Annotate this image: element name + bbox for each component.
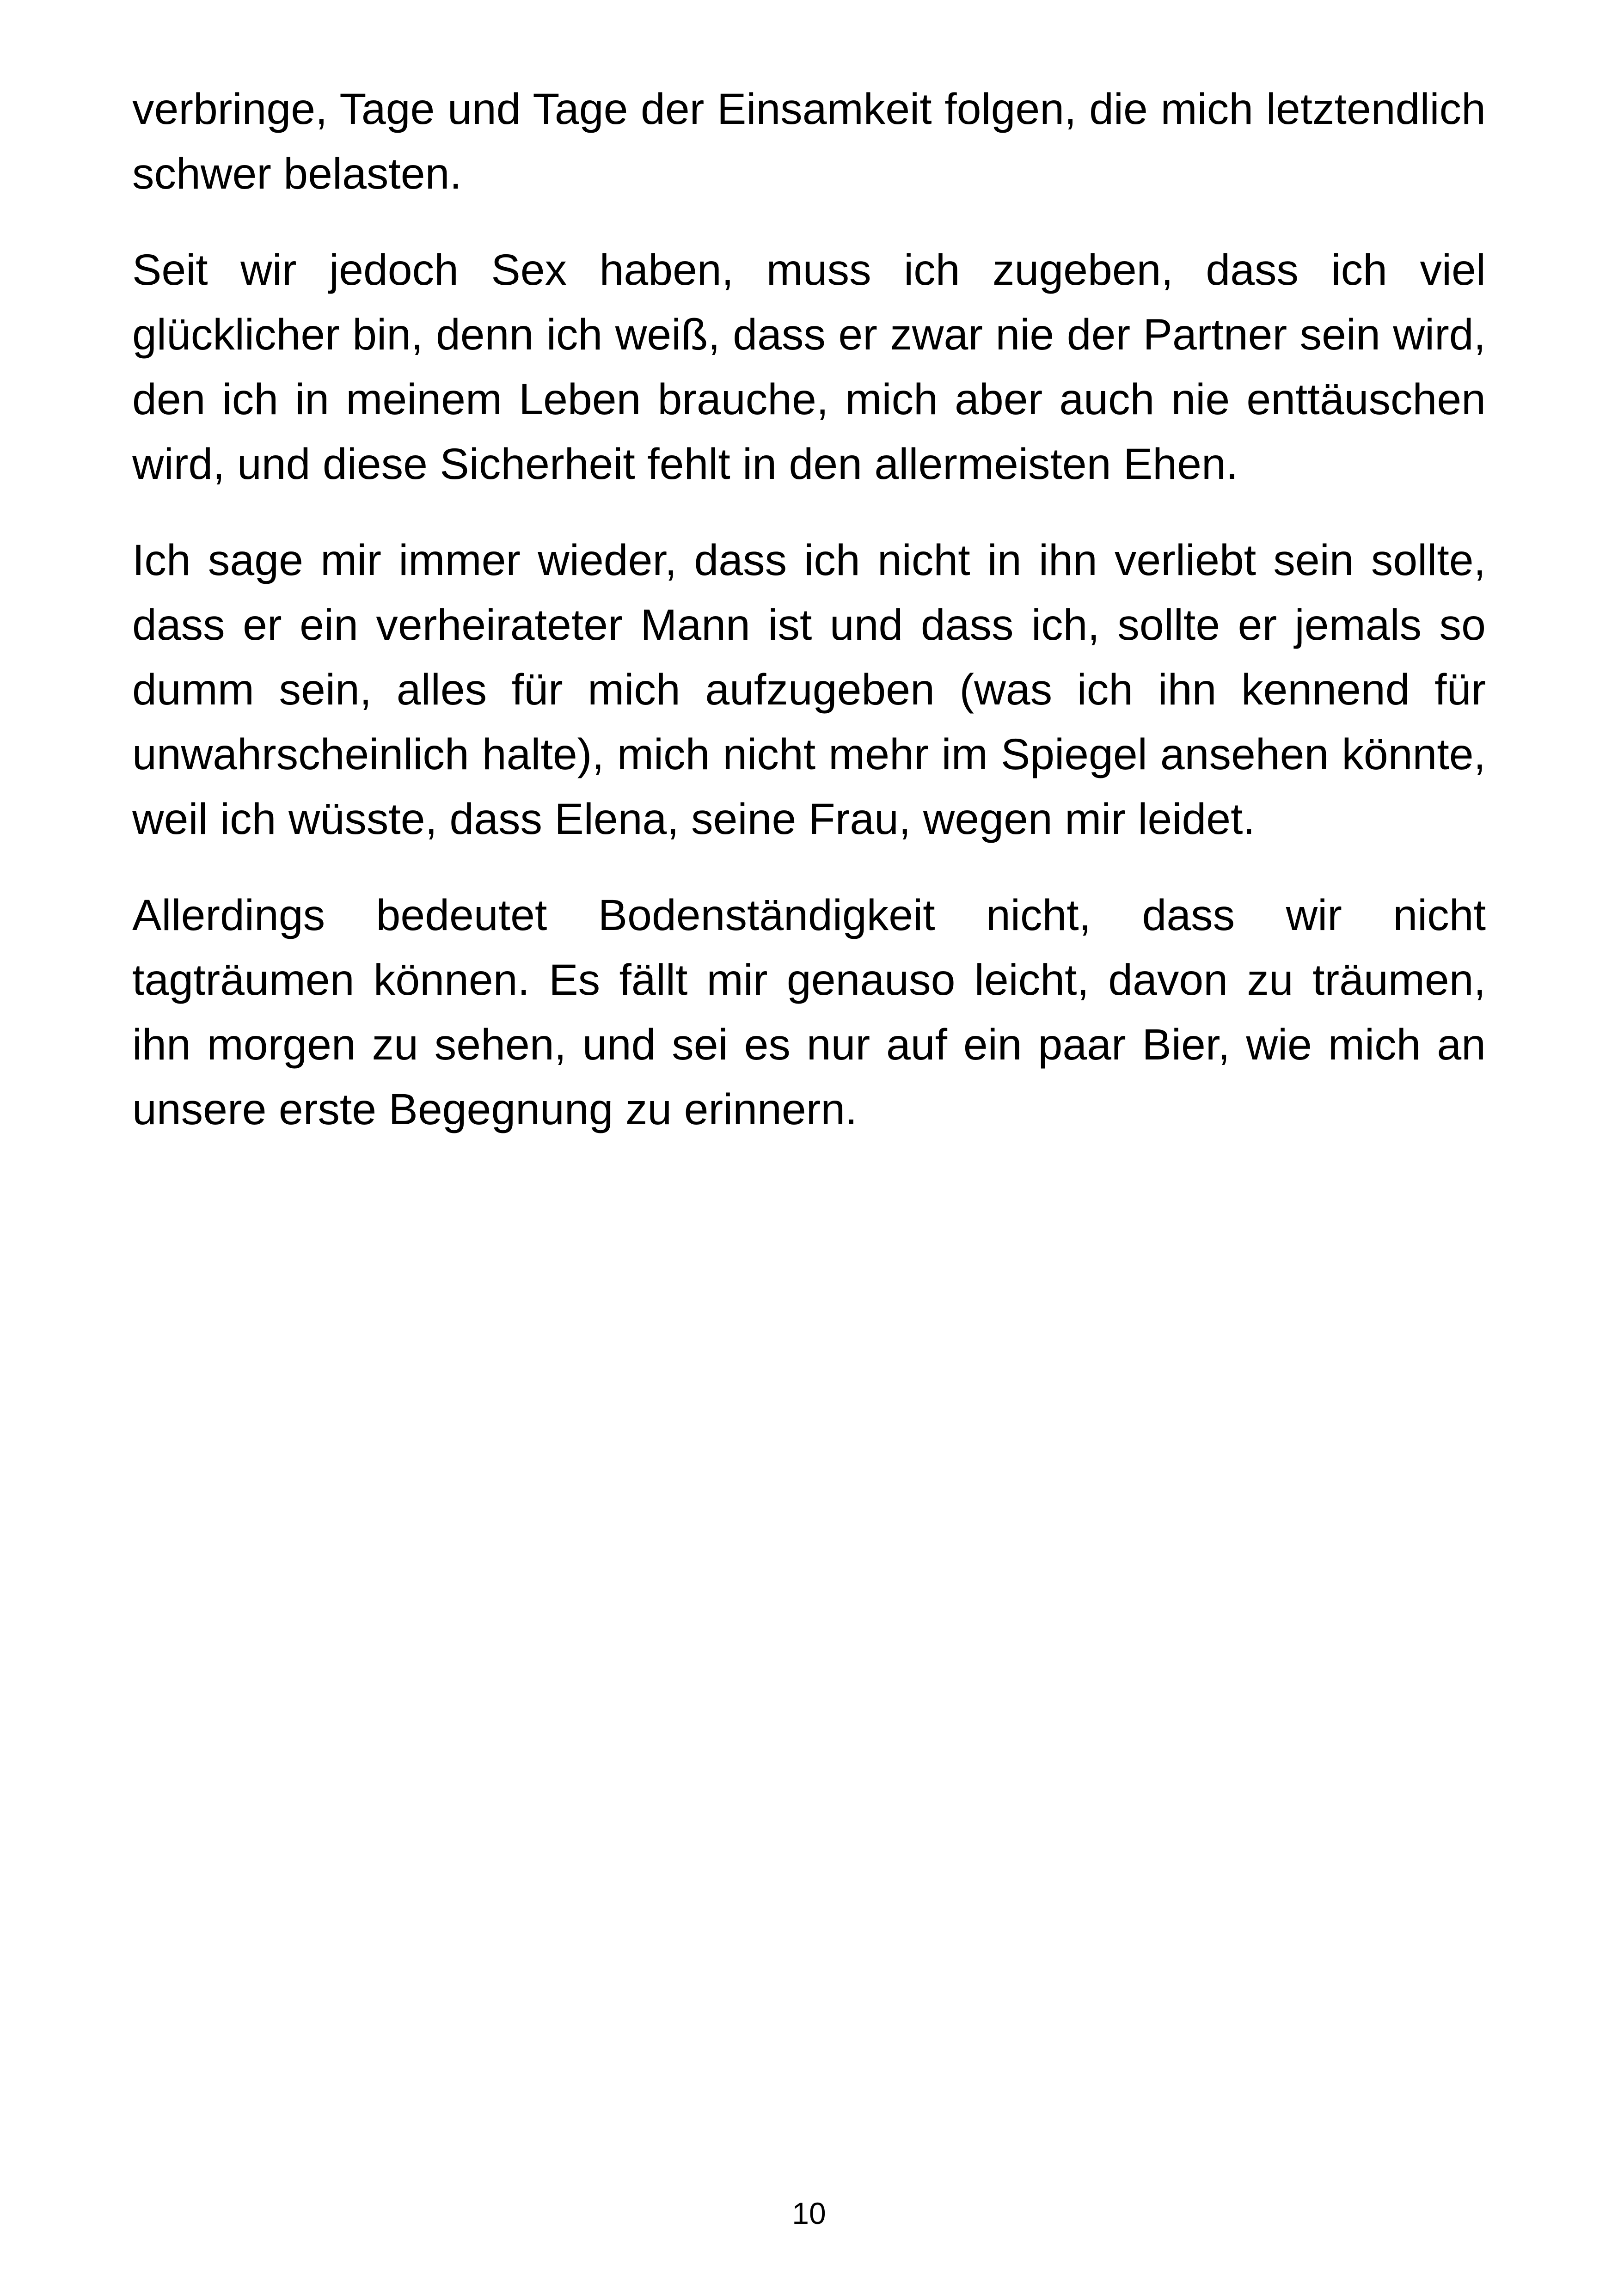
paragraph-2: Seit wir jedoch Sex haben, muss ich zugeben, dass ich viel glücklicher bin, denn ich weiß, dass er zwar nie der Partner sein wird, den ich in meinem Leben brauche, mich aber auch nie enttäuschen wird, und diese Sicherheit fehlt in den allermeisten Ehen. bbox=[132, 245, 1486, 489]
paragraph-1: verbringe, Tage und Tage der Einsamkeit folgen, die mich letztendlich schwer belasten. bbox=[132, 85, 1486, 198]
paragraph-4: Allerdings bedeutet Bodenständigkeit nicht, dass wir nicht tagträumen können. Es fällt mir genauso leicht, davon zu träumen, ihn morgen zu sehen, und sei es nur auf ein paar Bier, wie mich an unsere erste Begegnung zu erinnern. bbox=[132, 891, 1486, 1134]
paragraph-3: Ich sage mir immer wieder, dass ich nicht in ihn verliebt sein sollte, dass er ein verheirateter Mann ist und dass ich, sollte er jemals so dumm sein, alles für mich aufzugeben (was ich ihn kennend für unwahrscheinlich halte), mich nicht mehr im Spiegel ansehen könnte, weil ich wüsste, dass Elena, seine Frau, wegen mir leidet. bbox=[132, 536, 1486, 844]
page-number: 10 bbox=[792, 2196, 826, 2230]
body-text bbox=[132, 77, 1486, 1173]
